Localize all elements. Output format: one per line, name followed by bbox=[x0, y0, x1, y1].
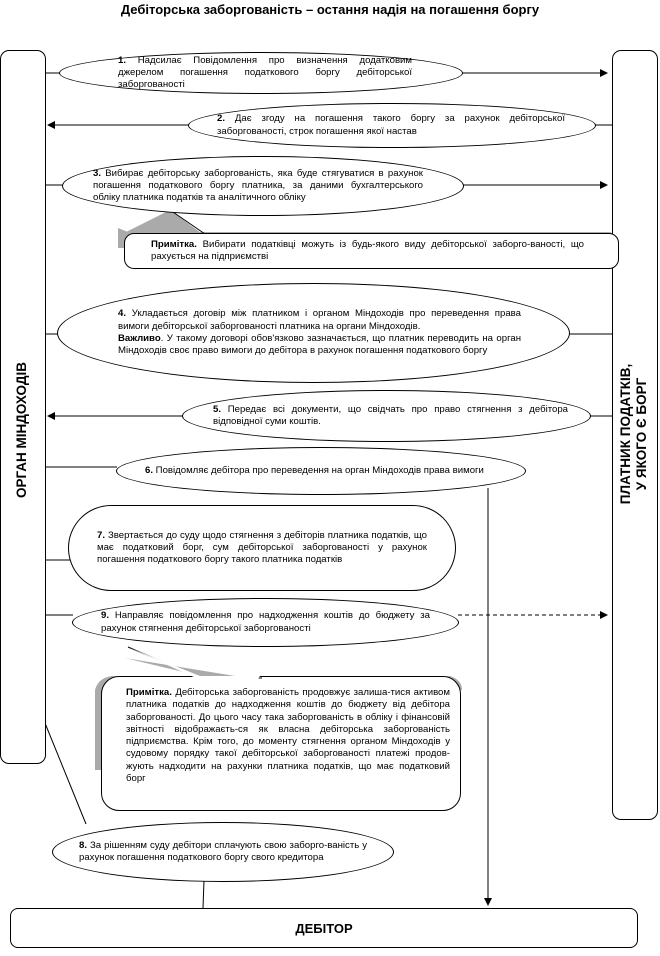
step-7-num: 7. bbox=[97, 529, 106, 541]
step-5-num: 5. bbox=[213, 403, 222, 415]
step-5-oval bbox=[182, 390, 591, 442]
lane-taxpayer-label bbox=[618, 324, 650, 544]
step-9-oval bbox=[72, 598, 459, 647]
step-7-text: Звертається до суду щодо стягнення з дебіторів платника податків, що має податковий борг, сум дебіторської заборгованості у рахунок погашення податкового боргу такого платника податків bbox=[97, 529, 427, 566]
lane-taxpayer-label-line1: ПЛАТНИК ПОДАТКІВ, bbox=[618, 363, 633, 505]
step-6-num: 6. bbox=[145, 464, 154, 476]
lane-debtor-label: ДЕБІТОР bbox=[295, 920, 353, 936]
note-1-label: Примітка. bbox=[151, 239, 197, 250]
step-4-important-text: . У такому договорі обов'язково зазначається, що платник переводить на орган Міндоходів своє право вимоги до дебітора в рахунок погашення податкового боргу bbox=[118, 333, 521, 357]
step-3-oval bbox=[62, 156, 464, 216]
step-3-text: Вибирає дебіторську заборгованість, яка буде стягуватися в рахунок погашення податкового боргу платника, за даними бухгалтерського обліку платника податків та аналітичного обліку bbox=[93, 167, 423, 204]
note-1 bbox=[124, 233, 619, 269]
step-3-num: 3. bbox=[93, 167, 102, 179]
lane-taxpayer-label-line2: У ЯКОГО Є БОРГ bbox=[634, 377, 649, 491]
step-4-text: Укладається договір між платником і органом Міндоходів про переведення права вимоги дебіторської заборгованості платника на органи Міндоходів. bbox=[118, 308, 521, 332]
note-2-text: Дебіторська заборгованість продовжує залиша-тися активом платника податків до надходження коштів до бюджету від дебітора заборгованості. До цього часу така заборгованість в обліку і фінансовій звітності відображаєть-ся як власна дебіторська заборгованість підприємства. Крім того, до моменту стягнення органом Міндоходів у судовому порядку такої дебіторської заборгованості платежі продов-жують надходити на рахунки платника податків, що має податковий борг bbox=[126, 687, 450, 785]
step-8-text: За рішенням суду дебітори сплачують свою заборго-ваність у рахунок погашення податкового боргу свого кредитора bbox=[79, 839, 367, 863]
step-9-text: Направляє повідомлення про надходження коштів до бюджету за рахунок стягнення дебіторської заборгованості bbox=[101, 610, 430, 634]
step-4-important-label: Важливо bbox=[118, 333, 161, 344]
lane-tax-authority-label: ОРГАН МІНДОХОДІВ bbox=[14, 362, 29, 499]
note-1-text: Вибирати податківці можуть із будь-якого виду дебіторської заборго-ваності, що рахується на підприємстві bbox=[151, 239, 584, 263]
step-1-num: 1. bbox=[118, 54, 127, 66]
note-2 bbox=[101, 676, 461, 811]
step-2-oval bbox=[188, 103, 596, 148]
step-4-oval bbox=[57, 283, 570, 383]
step-1-text: Надсилає Повідомлення про визначення додатковим джерелом погашення податкового боргу дебіторської заборгованості bbox=[118, 54, 412, 91]
step-6-oval bbox=[116, 447, 526, 495]
lane-debtor bbox=[10, 908, 638, 948]
step-1-oval bbox=[59, 52, 463, 94]
note-2-label: Примітка. bbox=[126, 687, 172, 698]
diagram-title: Дебіторська заборгованість – остання надія на погашення боргу bbox=[120, 2, 540, 17]
step-8-oval bbox=[52, 822, 394, 882]
step-4-num: 4. bbox=[118, 308, 127, 320]
step-6-text: Повідомляє дебітора про переведення на орган Міндоходів права вимоги bbox=[153, 464, 484, 476]
step-7-oval bbox=[68, 505, 456, 591]
step-2-text: Дає згоду на погашення такого боргу за рахунок дебіторської заборгованості, строк погашення якої настав bbox=[217, 113, 565, 137]
step-5-text: Передає всі документи, що свідчать про право стягнення з дебітора відповідної суми коштів. bbox=[213, 403, 568, 427]
step-9-num: 9. bbox=[101, 610, 110, 622]
step-8-num: 8. bbox=[79, 839, 88, 851]
step-2-num: 2. bbox=[217, 113, 226, 125]
